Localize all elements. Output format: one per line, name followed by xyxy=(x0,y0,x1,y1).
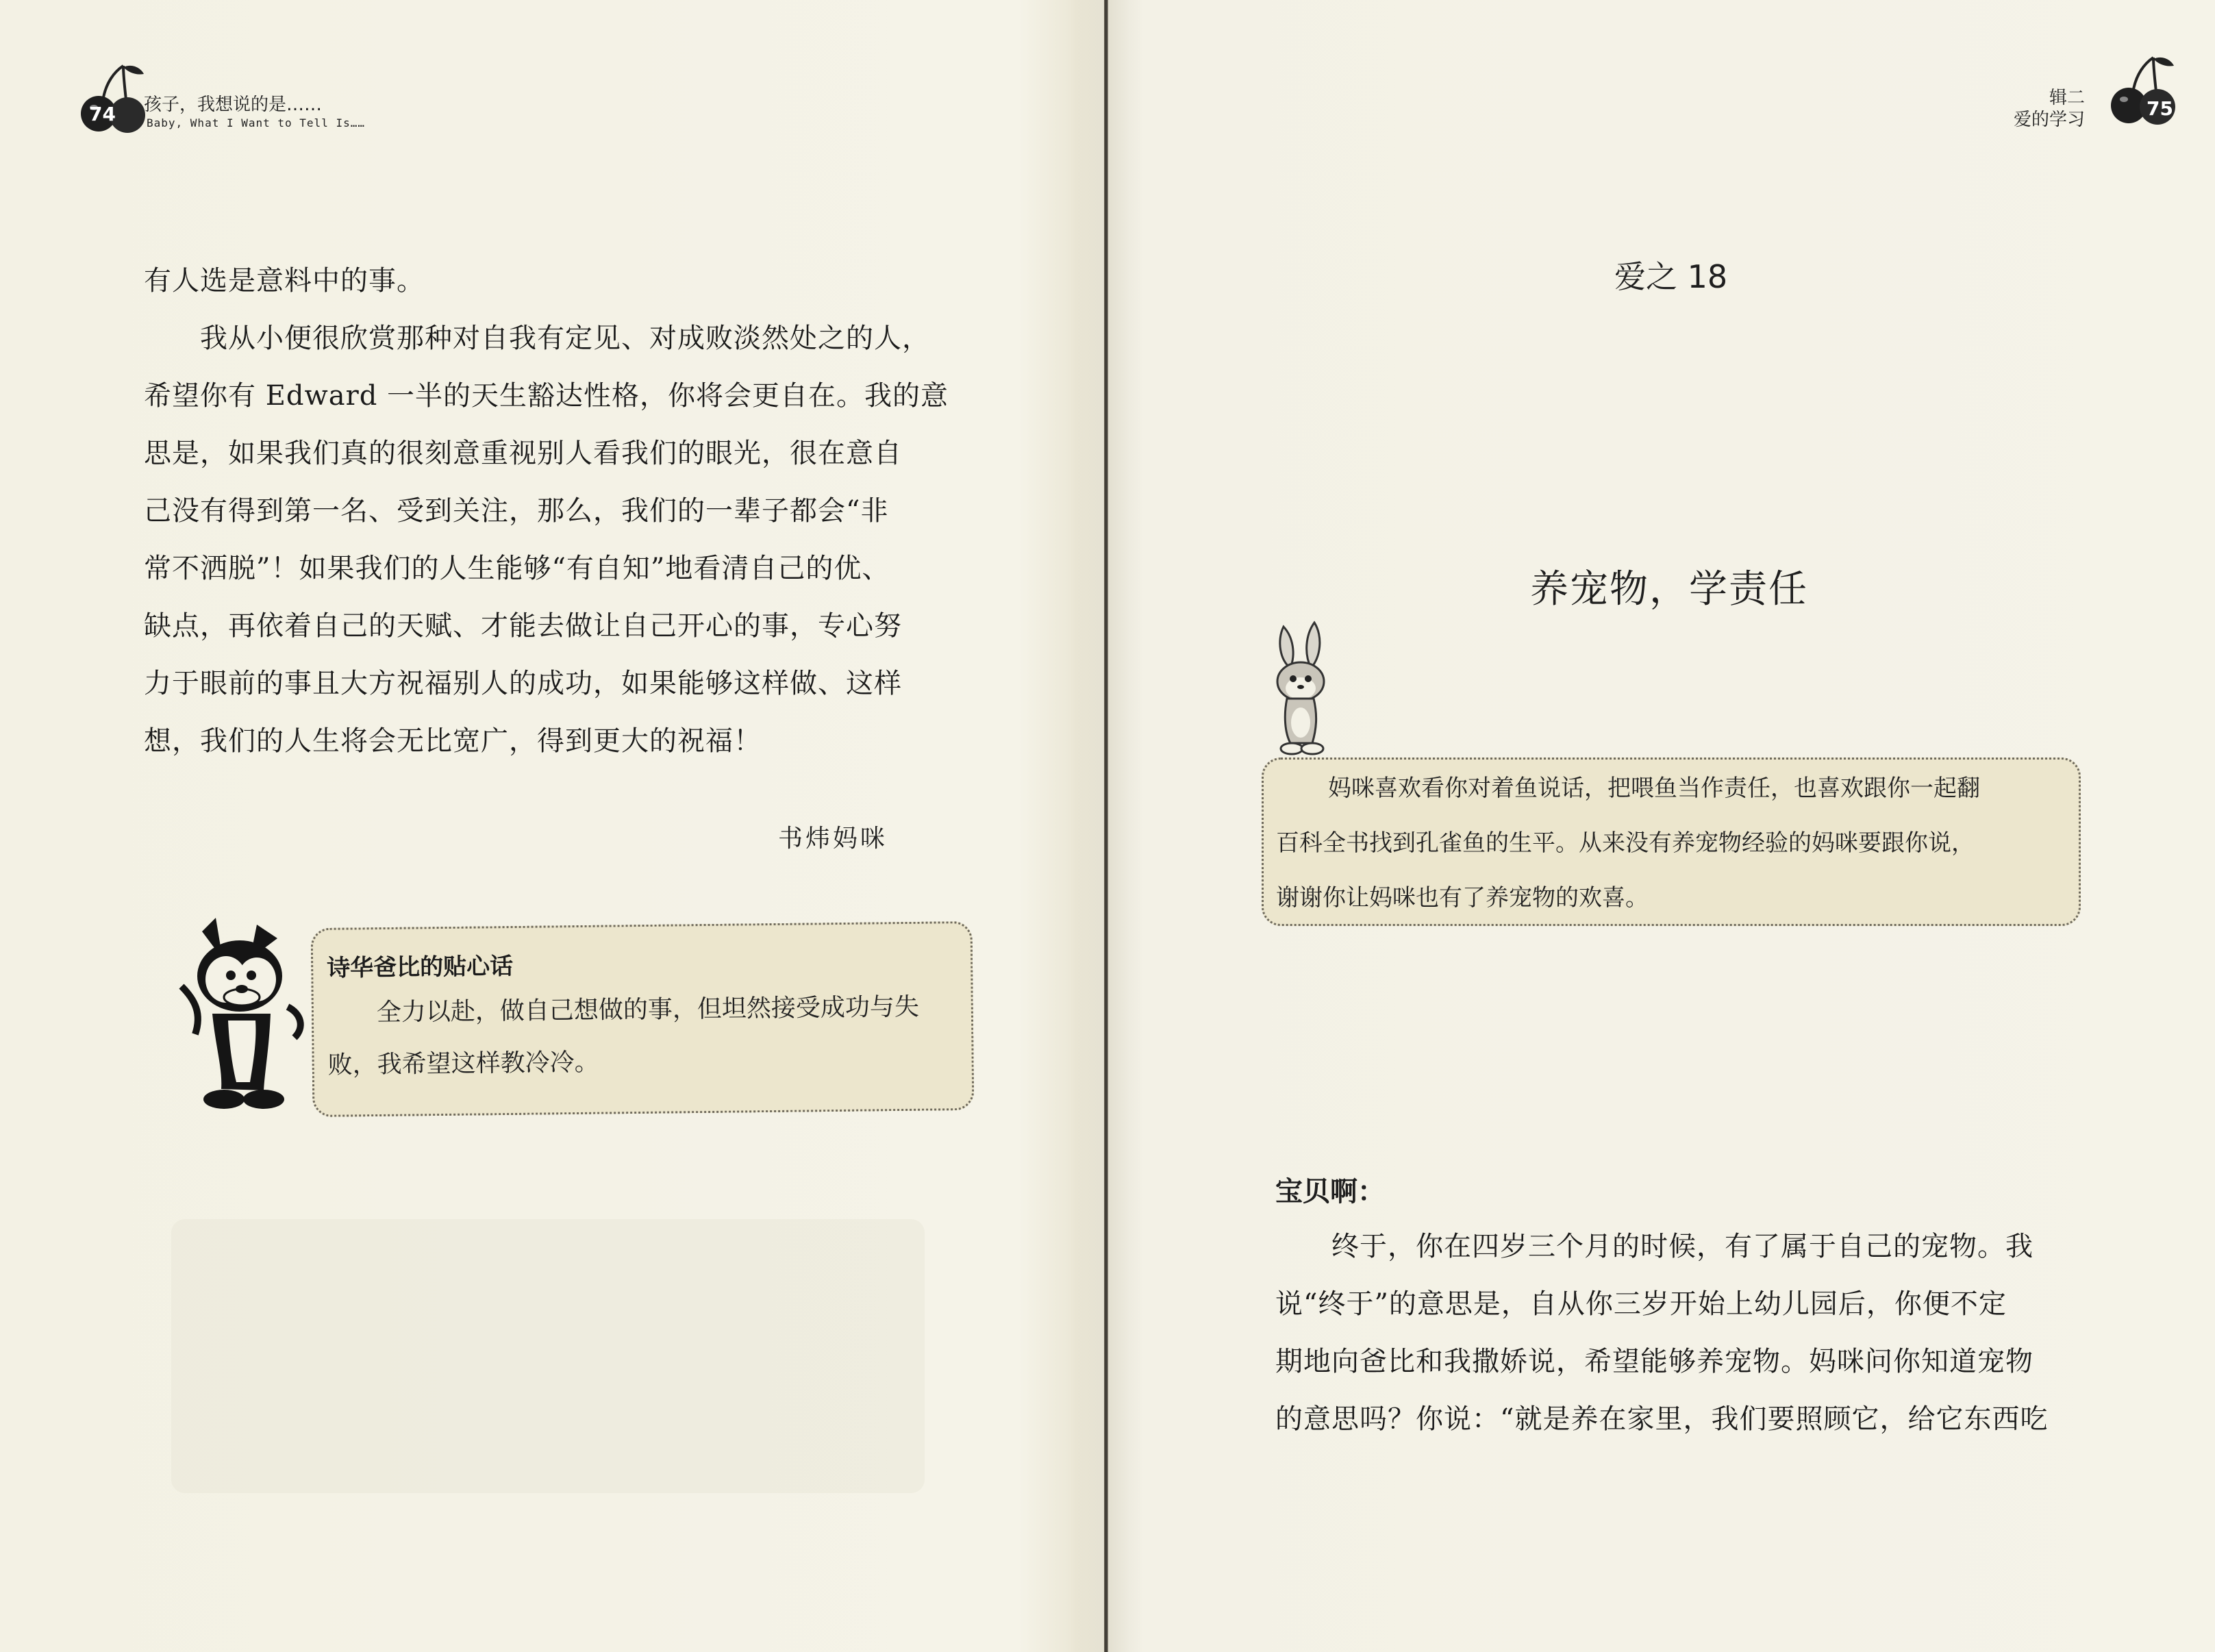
page-bleedthrough xyxy=(171,1219,925,1493)
cherry-page-number-icon xyxy=(75,62,151,137)
header-section-title: 爱的学习 xyxy=(2013,110,2085,130)
signature: 书炜妈咪 xyxy=(778,825,888,853)
right-page xyxy=(1111,0,2215,1652)
paragraph-line: 终于，你在四岁三个月的时候，有了属于自己的宠物。我 xyxy=(1331,1231,2033,1262)
paragraph-line: 常不洒脱”！如果我们的人生能够“有自知”地看清自己的优、 xyxy=(144,553,890,584)
right-body-text xyxy=(1275,1218,2083,1448)
paragraph-line: 己没有得到第一名、受到关注，那么，我们的一辈子都会“非 xyxy=(144,495,889,527)
note-line: 妈咪喜欢看你对着鱼说话，把喂鱼当作责任，也喜欢跟你一起翻 xyxy=(1328,775,1980,802)
bunny-cartoon-icon xyxy=(1263,620,1338,757)
paragraph-line: 期地向爸比和我撒娇说，希望能够养宠物。妈咪问你知道宠物 xyxy=(1275,1346,2033,1377)
paragraph-line: 缺点，再依着自己的天赋、才能去做让自己开心的事，专心努 xyxy=(144,610,902,642)
mom-note-text xyxy=(1276,761,2074,925)
dad-note-text xyxy=(327,981,965,1092)
paragraph-line: 我从小便很欣赏那种对自我有定见、对成败淡然处之的人， xyxy=(200,323,930,354)
cat-cartoon-icon xyxy=(175,911,312,1116)
note-line: 败，我希望这样教冷冷。 xyxy=(327,1048,599,1079)
left-body-text xyxy=(144,252,959,770)
paragraph-line: 的意思吗？你说：“就是养在家里，我们要照顾它，给它东西吃 xyxy=(1275,1403,2049,1435)
header-section: 辑二 xyxy=(2049,88,2085,108)
header-book-title-english: Baby, What I Want to Tell Is…… xyxy=(147,116,365,129)
page-number: 75 xyxy=(2147,97,2173,120)
right-page-header xyxy=(1914,53,2188,142)
mom-note-box xyxy=(1262,758,2081,926)
paragraph-line: 希望你有 Edward 一半的天生豁达性格，你将会更自在。我的意 xyxy=(144,380,949,412)
paragraph-line: 想，我们的人生将会无比宽广，得到更大的祝福！ xyxy=(144,725,762,757)
left-page-header xyxy=(75,62,486,144)
paragraph-line: 力于眼前的事且大方祝福别人的成功，如果能够这样做、这样 xyxy=(144,668,902,699)
dad-note-box xyxy=(311,921,975,1117)
paragraph-line: 有人选是意料中的事。 xyxy=(144,265,425,297)
note-line: 百科全书找到孔雀鱼的生平。从来没有养宠物经验的妈咪要跟你说， xyxy=(1276,829,1975,857)
salutation: 宝贝啊： xyxy=(1275,1176,1385,1207)
header-book-title: 孩子，我想说的是…… xyxy=(144,95,323,115)
cherry-page-number-icon xyxy=(2105,53,2181,129)
paragraph-line: 思是，如果我们真的很刻意重视别人看我们的眼光，很在意自 xyxy=(144,438,902,469)
left-page xyxy=(0,0,1104,1652)
paragraph-line: 说“终于”的意思是，自从你三岁开始上幼儿园后，你便不定 xyxy=(1275,1288,2007,1320)
note-line: 谢谢你让妈咪也有了养宠物的欢喜。 xyxy=(1276,884,1649,912)
chapter-number: 爱之 18 xyxy=(1614,258,1728,295)
chapter-title: 养宠物，学责任 xyxy=(1530,567,1808,612)
dad-note-title: 诗华爸比的贴心话 xyxy=(326,952,514,982)
book-spine xyxy=(1104,0,1108,1652)
note-line: 全力以赴，做自己想做的事，但坦然接受成功与失 xyxy=(376,992,920,1027)
page-number: 74 xyxy=(89,103,116,125)
